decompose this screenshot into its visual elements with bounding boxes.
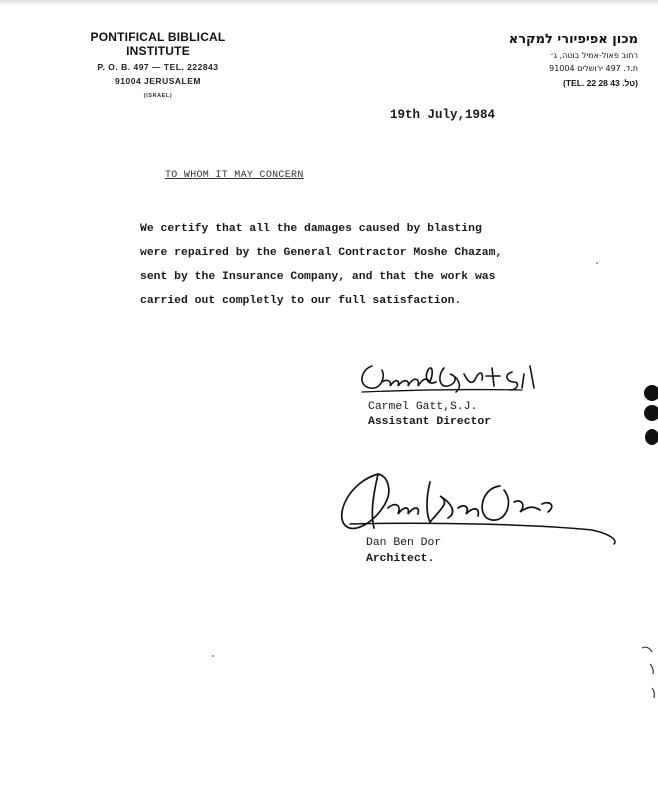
- letter-subject: TO WHOM IT MAY CONCERN: [165, 170, 304, 181]
- punch-holes: [638, 385, 658, 455]
- body-line: sent by the Insurance Company, and that the work was: [140, 271, 496, 283]
- paper-speck: [596, 262, 598, 264]
- signatory-2-name: Dan Ben Dor: [366, 537, 442, 549]
- institute-tel: (TEL. 22 28 43 .טל): [563, 78, 638, 88]
- institute-name-hebrew: מכון אפיפיורי למקרא: [508, 32, 638, 47]
- letterhead-right: [458, 32, 638, 88]
- signature-carmel-gatt: [352, 352, 572, 400]
- signatory-2: [366, 535, 441, 567]
- paper-speck: [212, 655, 214, 657]
- signatory-2-title: Architect.: [366, 553, 435, 565]
- page-top-edge: [0, 0, 658, 6]
- signatory-1-name: Carmel Gatt,S.J.: [368, 401, 478, 413]
- institute-name: PONTIFICAL BIBLICAL INSTITUTE: [90, 30, 226, 58]
- institute-city: 91004 JERUSALEM: [115, 76, 201, 86]
- letterhead-left: [58, 30, 258, 99]
- body-line: were repaired by the General Contractor Moshe Chazam,: [140, 247, 503, 259]
- body-line: carried out completly to our full satisfaction.: [140, 295, 462, 307]
- institute-street-hebrew: רחוב פאול-אמיל בוטה, ג׳: [550, 51, 638, 60]
- institute-country: (ISRAEL): [143, 93, 173, 99]
- institute-pob-hebrew: ת.ד. 497 ירושלים 91004: [549, 64, 638, 73]
- signatory-1: [368, 400, 491, 430]
- letter-body: [140, 217, 610, 313]
- institute-pob: P. O. B. 497 — TEL. 222843: [97, 62, 219, 72]
- body-line: We certify that all the damages caused by blasting: [140, 223, 482, 235]
- letter-date: 19th July,1984: [390, 108, 496, 122]
- edge-marks: [638, 640, 658, 700]
- signatory-1-title: Assistant Director: [368, 416, 492, 428]
